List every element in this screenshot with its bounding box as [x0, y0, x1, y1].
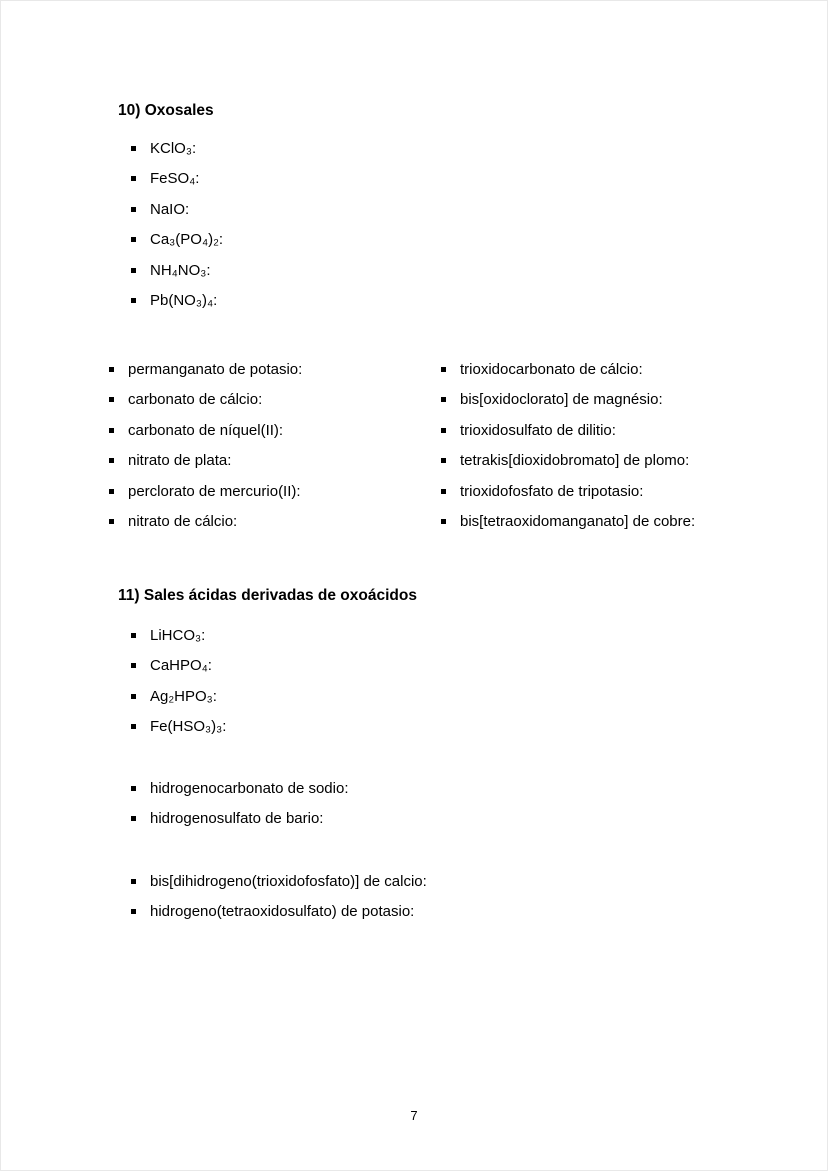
- list-item: NH₄NO₃:: [131, 261, 223, 291]
- section-10-names-right-column: [441, 360, 695, 542]
- section-11-formula-list: [131, 626, 226, 748]
- list-item: nitrato de plata:: [109, 451, 302, 481]
- list-item: KClO₃:: [131, 139, 223, 169]
- list-item: Ca₃(PO₄)₂:: [131, 230, 223, 260]
- list-item: CaHPO₄:: [131, 656, 226, 686]
- list-item: Ag₂HPO₃:: [131, 687, 226, 717]
- list-item: permanganato de potasio:: [109, 360, 302, 390]
- list-item: hidrogeno(tetraoxidosulfato) de potasio:: [131, 902, 427, 932]
- list-item: LiHCO₃:: [131, 626, 226, 656]
- section-10-formula-list: [131, 139, 223, 321]
- list-item: tetrakis[dioxidobromato] de plomo:: [441, 451, 695, 481]
- list-item: perclorato de mercurio(II):: [109, 482, 302, 512]
- list-item: bis[oxidoclorato] de magnésio:: [441, 390, 695, 420]
- list-item: hidrogenosulfato de bario:: [131, 809, 349, 839]
- list-item: FeSO₄:: [131, 169, 223, 199]
- section-11-heading: 11) Sales ácidas derivadas de oxoácidos: [118, 587, 417, 604]
- list-item: nitrato de cálcio:: [109, 512, 302, 542]
- list-item: trioxidosulfato de dilitio:: [441, 421, 695, 451]
- section-11-names-group-2: [131, 872, 427, 933]
- list-item: Fe(HSO₃)₃:: [131, 717, 226, 747]
- list-item: hidrogenocarbonato de sodio:: [131, 779, 349, 809]
- list-item: trioxidocarbonato de cálcio:: [441, 360, 695, 390]
- list-item: trioxidofosfato de tripotasio:: [441, 482, 695, 512]
- list-item: bis[dihidrogeno(trioxidofosfato)] de calcio:: [131, 872, 427, 902]
- section-10-names-left-column: [109, 360, 302, 542]
- section-10-heading: 10) Oxosales: [118, 102, 214, 119]
- section-11-names-group-1: [131, 779, 349, 840]
- list-item: NaIO:: [131, 200, 223, 230]
- list-item: carbonato de cálcio:: [109, 390, 302, 420]
- list-item: carbonato de níquel(II):: [109, 421, 302, 451]
- list-item: Pb(NO₃)₄:: [131, 291, 223, 321]
- page-number: 7: [410, 1108, 418, 1123]
- list-item: bis[tetraoxidomanganato] de cobre:: [441, 512, 695, 542]
